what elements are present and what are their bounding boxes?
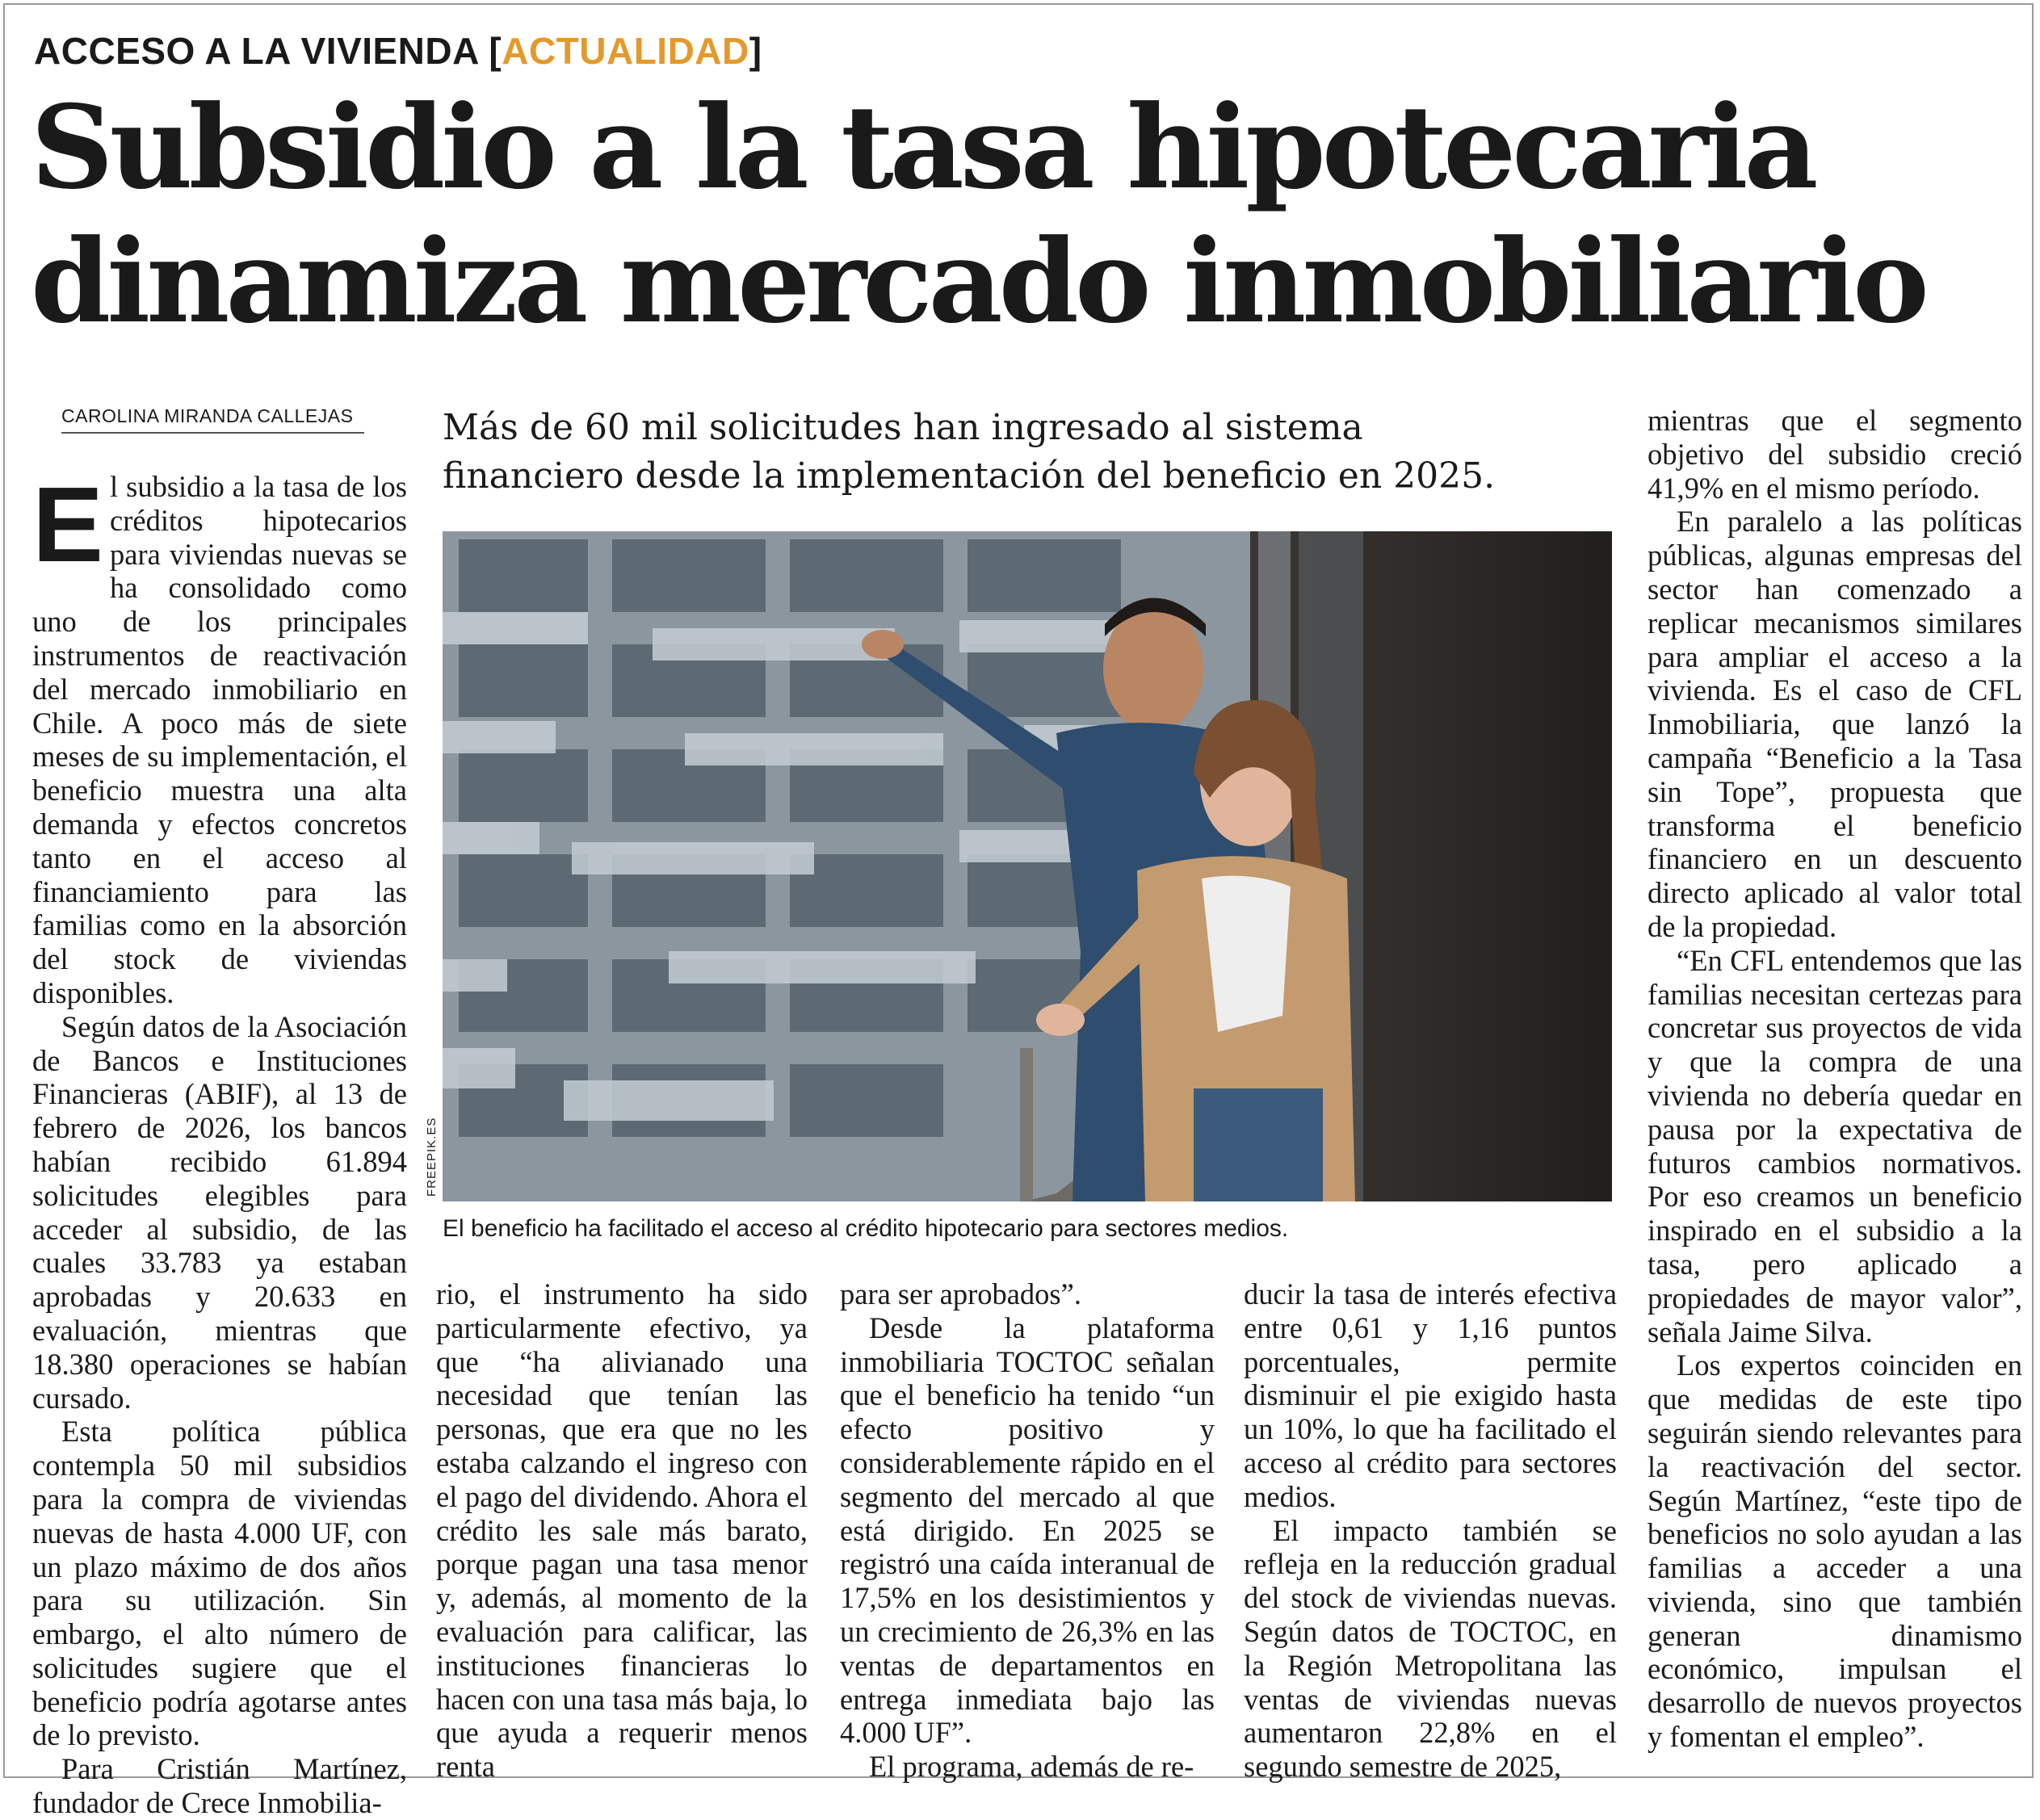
article-photo xyxy=(443,531,1612,1201)
article-column-1 xyxy=(32,465,407,1820)
deck xyxy=(443,404,1581,501)
couple-on-balcony-illustration xyxy=(443,531,1612,1201)
article-paragraph: En paralelo a las políticas públicas, algunas empresas del sector han comenzado a replicar mecanismos similares para ampliar el acceso a la vivienda. Es el caso de CFL Inmobiliaria, que lanzó la campaña “Beneficio a la Tasa sin Tope”, propuesta que transforma el beneficio financiero en un descuento directo aplicado al valor total de la propiedad. xyxy=(1648,505,2022,943)
article-column-3 xyxy=(840,1277,1215,1784)
article-column-2 xyxy=(436,1277,808,1784)
headline-line-2: dinamiza mercado inmobiliario xyxy=(31,215,1925,349)
byline: CAROLINA MIRANDA CALLEJAS xyxy=(61,405,364,434)
article-paragraph: “En CFL entendemos que las familias necesitan certezas para concretar sus proyectos de vida y que la compra de una vivienda no debería quedar en pausa por la expectativa de futuros cambios normativos. Por eso creamos un beneficio inspirado en el subsidio a la tasa, pero aplicado a propiedades de mayor valor”, señala Jaime Silva. xyxy=(1648,943,2022,1348)
article-column-4 xyxy=(1244,1277,1617,1784)
article-paragraph: para ser aprobados”. xyxy=(840,1277,1081,1310)
article-paragraph: ducir la tasa de interés efectiva entre 0,61 y 1,16 puntos porcentuales, permite disminuir el pie exigido hasta un 10%, lo que ha facilitado el acceso al crédito para sectores medios. xyxy=(1244,1277,1617,1513)
article-paragraph: Los expertos coinciden en que medidas de este tipo seguirán siendo relevantes para la reactivación del sector. Según Martínez, “este tipo de beneficios no solo ayudan a las familias a acceder a una vivienda, sino que también generan dinamismo económico, impulsan el desarrollo de nuevos proyectos y fomentan el empleo”. xyxy=(1648,1348,2022,1754)
drop-cap: E xyxy=(32,465,104,584)
article-paragraph xyxy=(32,465,407,1010)
article-paragraph: Según datos de la Asociación de Bancos e Instituciones Financieras (ABIF), al 13 de febrero de 2026, los bancos habían recibido 61.894 solicitudes elegibles para acceder al subsidio, de las cuales 33.783 ya estaban aprobadas y 20.633 en evaluación, mientras que 18.380 operaciones se habían cursado. xyxy=(32,1009,407,1415)
article-paragraph: mientras que el segmento objetivo del subsidio creció 41,9% en el mismo período. xyxy=(1648,404,2022,505)
headline xyxy=(31,81,2017,349)
article-paragraph: El programa, además de re- xyxy=(869,1750,1194,1784)
photo-credit-text: FREEPIK.ES xyxy=(425,1117,439,1197)
article-paragraph: Desde la plataforma inmobiliaria TOCTOC señalan que el beneficio ha tenido “un efecto positivo y considerablemente rápido en el segmento del mercado al que está dirigido. En 2025 se registró una caída interanual de 17,5% en los desistimientos y un crecimiento de 26,3% en las ventas de departamentos en entrega inmediata bajo las 4.000 UF”. xyxy=(840,1310,1215,1750)
photo-caption: El beneficio ha facilitado el acceso al crédito hipotecario para sectores medios. xyxy=(443,1215,1289,1242)
paragraph-text: l subsidio a la tasa de los créditos hipotecarios para viviendas nuevas se ha consolidado como uno de los principales instrumentos de reactivación del mercado inmobiliario en Chile. A poco más de siete meses de su implementación, el beneficio muestra una alta demanda y efectos concretos tanto en el acceso al financiamiento para las familias como en la absorción del stock de viviendas disponibles. xyxy=(32,470,407,1009)
deck-line-2: financiero desde la implementación del beneficio en 2025. xyxy=(443,455,1496,497)
tag-bracket-open: [ xyxy=(489,30,502,72)
headline-line-1: Subsidio a la tasa hipotecaria xyxy=(31,81,1815,215)
article-paragraph: rio, el instrumento ha sido particularmente efectivo, ya que “ha alivianado una necesidad que tenían las personas, que era que no les estaba calzando el ingreso con el pago del dividendo. Ahora el crédito les sale más barato, porque pagan una tasa menor y, además, al momento de la evaluación para calificar, las instituciones financieras lo hacen con una tasa más baja, lo que ayuda a requerir menos renta xyxy=(436,1277,808,1784)
photo-credit xyxy=(425,1117,441,1197)
article-column-5 xyxy=(1648,404,2022,1754)
article-paragraph: Esta política pública contempla 50 mil subsidios para la compra de viviendas nuevas de hasta 4.000 UF, con un plazo máximo de dos años para su utilización. Sin embargo, el alto número de solicitudes sugiere que el beneficio podría agotarse antes de lo previsto. xyxy=(32,1415,407,1752)
section-name: ACCESO A LA VIVIENDA xyxy=(34,30,479,72)
deck-line-1: Más de 60 mil solicitudes han ingresado al sistema xyxy=(443,407,1363,448)
section-kicker xyxy=(34,23,762,79)
article-paragraph: El impacto también se refleja en la reducción gradual del stock de viviendas nuevas. Según datos de TOCTOC, en la Región Metropolitana las ventas de viviendas nuevas aumentaron 22,8% en el segundo semestre de 2025, xyxy=(1244,1513,1617,1784)
article-paragraph: Para Cristián Martínez, fundador de Crece Inmobilia- xyxy=(32,1752,407,1820)
tag-bracket-close: ] xyxy=(749,30,762,72)
section-tag: ACTUALIDAD xyxy=(502,30,749,72)
